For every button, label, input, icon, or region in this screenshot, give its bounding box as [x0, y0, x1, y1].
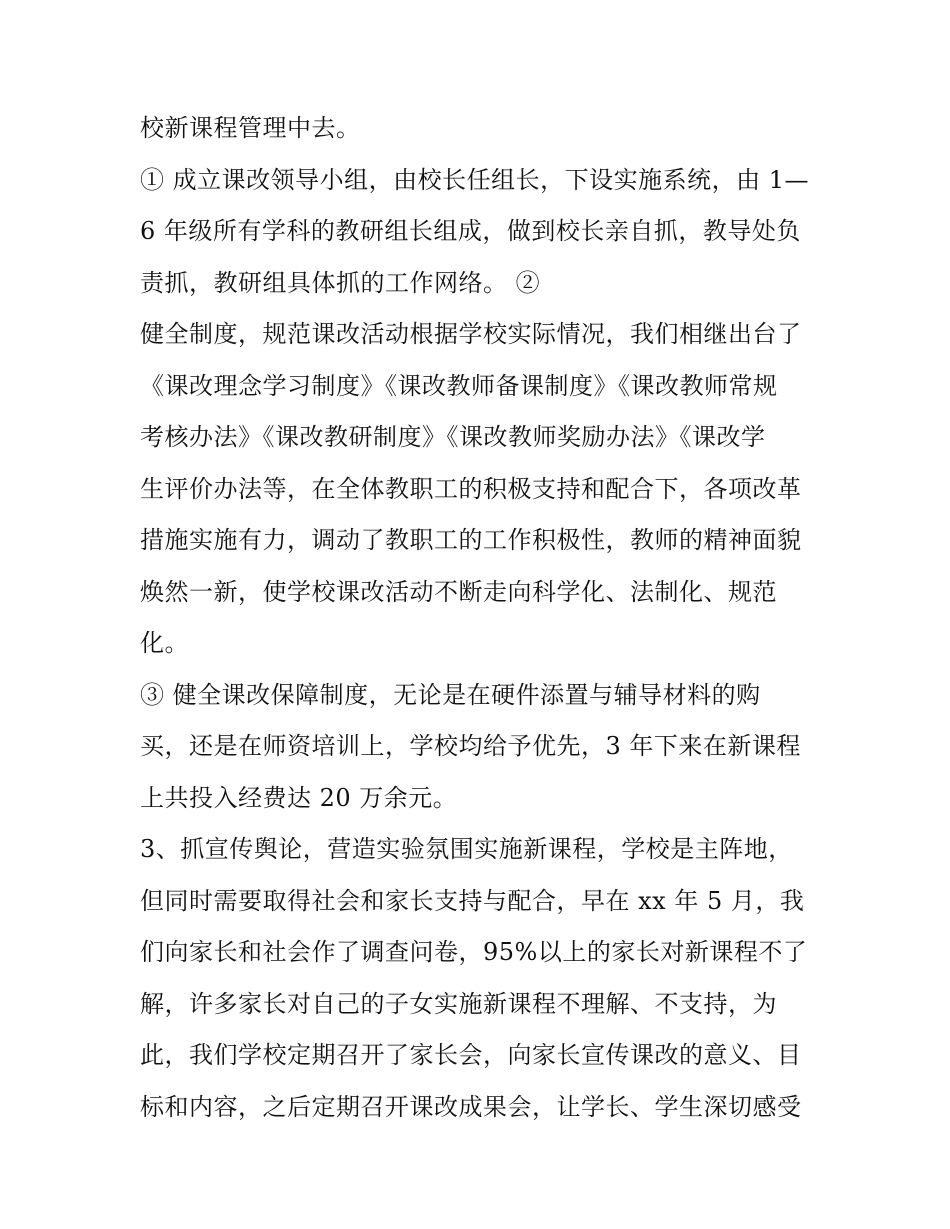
- text-line: 买，还是在师资培训上，学校均给予优先，3 年下来在新课程: [140, 732, 801, 760]
- text-line: 焕然一新，使学校课改活动不断走向科学化、法制化、规范: [140, 577, 777, 606]
- text-line: 考核办法》《课改教研制度》《课改教师奖励办法》《课改学: [140, 423, 766, 451]
- text-line: 化。: [140, 629, 189, 657]
- text-line: 们向家长和社会作了调查问卷，95%以上的家长对新课程不了: [140, 938, 808, 966]
- text-line: 健全制度，规范课改活动根据学校实际情况，我们相继出台了: [140, 320, 802, 348]
- body-text: [140, 108, 820, 1138]
- text-line: 责抓，教研组具体抓的工作网络。 ②: [140, 268, 541, 297]
- text-line: 3、抓宣传舆论，营造实验氛围实施新课程，学校是主阵地，: [140, 835, 793, 863]
- text-line: ① 成立课改领导小组，由校长任组长，下设实施系统，由 1—: [140, 165, 810, 194]
- text-line: 但同时需要取得社会和家长支持与配合，早在 xx 年 5 月，我: [140, 886, 805, 915]
- text-line: 解，许多家长对自己的子女实施新课程不理解、不支持，为: [140, 989, 777, 1018]
- text-line: 《课改理念学习制度》《课改教师备课制度》《课改教师常规: [140, 371, 778, 400]
- text-line: 标和内容，之后定期召开课改成果会，让学长、学生深切感受: [140, 1092, 802, 1121]
- text-line: 校新课程管理中去。: [140, 114, 361, 142]
- text-line: 生评价办法等，在全体教职工的积极支持和配合下，各项改革: [140, 474, 802, 503]
- text-line: ③ 健全课改保障制度，无论是在硬件添置与辅导材料的购: [140, 680, 761, 709]
- text-line: 6 年级所有学科的教研组长组成，做到校长亲自抓，教导处负: [140, 217, 801, 245]
- text-line: 措施实施有力，调动了教职工的工作积极性，教师的精神面貌: [140, 526, 802, 554]
- text-line: 此，我们学校定期召开了家长会，向家长宣传课改的意义、目: [140, 1041, 802, 1069]
- text-line: 上共投入经费达 20 万余元。: [140, 783, 458, 812]
